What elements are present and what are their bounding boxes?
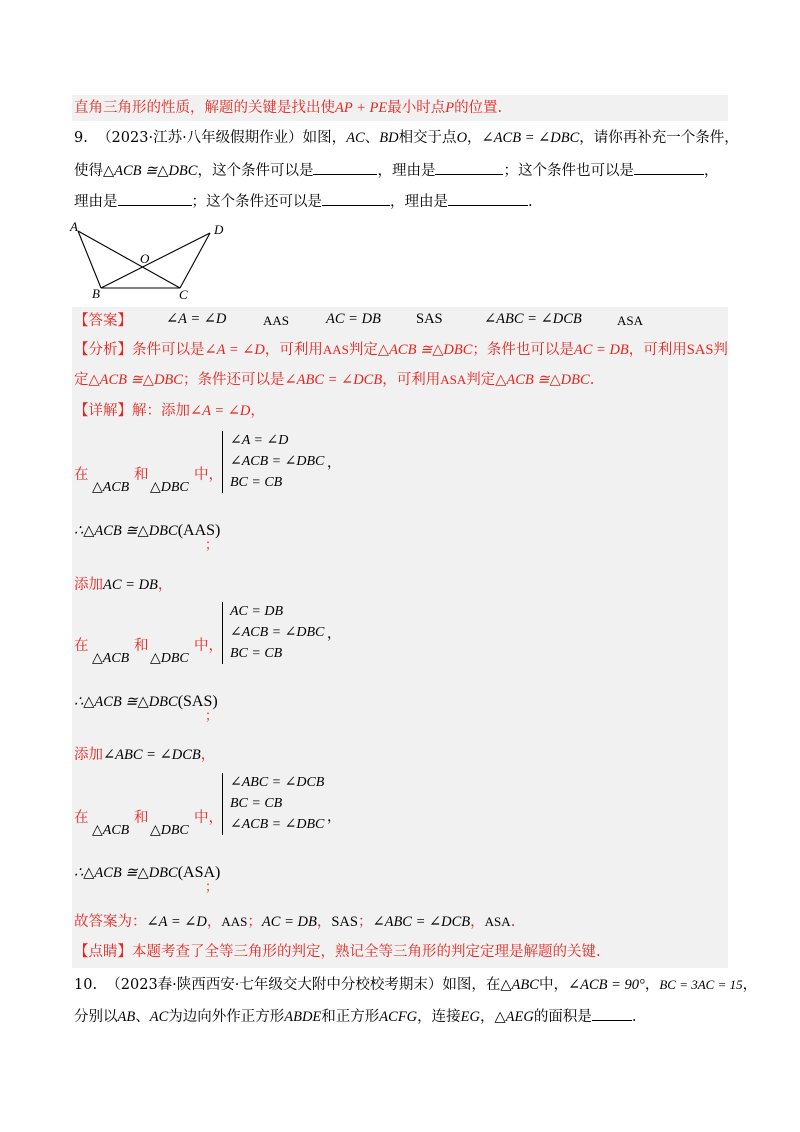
- q10-angle: ∠ACB = 90°: [567, 977, 645, 993]
- answer-blank-6[interactable]: [448, 191, 528, 206]
- triangle-acb: △ACB: [92, 823, 130, 838]
- q10-expr: EG: [460, 1009, 480, 1025]
- label-d: D: [214, 222, 224, 237]
- answer-item-6: ASA: [617, 313, 644, 328]
- system-1-row: ∠ACB = ∠DBC: [230, 454, 325, 469]
- q10-line-2: [74, 1006, 636, 1027]
- analysis-line-2: [74, 370, 594, 390]
- review: [74, 942, 601, 962]
- final-text: ，: [470, 914, 485, 930]
- final-text: ；: [357, 914, 373, 930]
- system-3: [230, 772, 324, 835]
- conclusion-2: [74, 693, 218, 711]
- add-3-text: 添加: [74, 747, 103, 763]
- label-zai: 在: [74, 467, 89, 483]
- final-theorem: AAS: [221, 914, 248, 929]
- conclusion-1: [74, 522, 220, 540]
- analysis-expr: ∠ABC = ∠DCB: [284, 372, 383, 388]
- q10-text: .: [631, 1009, 637, 1025]
- analysis-text: 定: [74, 372, 89, 388]
- triangle-dbc: △DBC: [150, 823, 189, 838]
- edge-cd: [180, 233, 210, 288]
- brace-3: [222, 773, 229, 835]
- top-line-mid: 最小时点: [387, 100, 446, 116]
- analysis-theorem: AAS: [322, 342, 349, 357]
- q9-comma: ，: [467, 130, 482, 146]
- q10-text: 的面积是: [533, 1009, 592, 1025]
- conclusion-3-expr: ∴△ACB ≅△DBC: [74, 865, 178, 881]
- label-he: 和: [134, 467, 149, 483]
- q10-text: ，连接: [417, 1009, 461, 1025]
- q10-text: 分别以: [74, 1009, 118, 1025]
- q10-comma: ，: [742, 977, 758, 993]
- q10-text: 为边向外作正方形: [168, 1009, 285, 1025]
- analysis-expr: △ACB ≅△DBC: [495, 372, 590, 388]
- answer-item-3: AC = DB: [326, 311, 381, 327]
- edge-ab: [78, 231, 101, 288]
- detail-intro: [74, 401, 265, 421]
- conclusion-3: [74, 864, 220, 882]
- add-3: [74, 743, 215, 764]
- final-text: ，: [206, 914, 222, 930]
- q9-number: 9.: [74, 130, 88, 146]
- add-2: [74, 573, 172, 594]
- final-answer: [74, 912, 515, 932]
- q10-expr: ABDE: [284, 1009, 322, 1025]
- final-expr: ∠A = ∠D: [146, 914, 207, 930]
- q10-source: （2023春·陕西西安·七年级交大附中分校校考期末）如图，在: [106, 977, 501, 993]
- q9-line-1: [74, 128, 739, 148]
- analysis-text: 条件可以是: [132, 342, 205, 358]
- semicolon: ；: [205, 880, 219, 895]
- conclusion-1-expr: ∴△ACB ≅△DBC: [74, 523, 178, 539]
- conclusion-2-reason: (SAS): [177, 693, 218, 710]
- detail-intro-end: ，: [250, 403, 265, 419]
- label-he: 和: [134, 810, 149, 826]
- q10-text: ，: [480, 1009, 495, 1025]
- label-b: B: [92, 286, 100, 300]
- analysis-text: 判定: [348, 342, 378, 358]
- q10-expr: ACFG: [379, 1009, 418, 1025]
- system-3-row: ∠ABC = ∠DCB: [230, 775, 325, 790]
- top-line-text: 直角三角形的性质，解题的关键是找出使: [74, 100, 335, 116]
- top-line-point: P: [445, 100, 455, 116]
- answer-blank-2[interactable]: [435, 160, 503, 175]
- q9-line-2: 使得△ACB ≅△DBC，这个条件可以是 ，理由是 ；这个条件也可以是 ，: [74, 160, 718, 181]
- final-text: ，: [316, 914, 332, 930]
- answer-blank-4[interactable]: [118, 191, 192, 206]
- q10-text: 、: [135, 1009, 150, 1025]
- final-text: .: [510, 914, 516, 930]
- label-zhong: 中，: [194, 638, 223, 654]
- system-3-row: ∠ACB = ∠DBC: [230, 817, 325, 832]
- q9-congruence: △ACB ≅△DBC: [103, 163, 198, 179]
- system-1: [230, 430, 324, 493]
- label-a: A: [70, 219, 78, 234]
- answer-blank-q10[interactable]: [592, 1006, 632, 1021]
- add-2-end: ，: [157, 577, 173, 593]
- q9-seg2: BD: [379, 130, 399, 146]
- final-expr: ∠ABC = ∠DCB: [372, 914, 471, 930]
- q10-expr: AB: [117, 1009, 136, 1025]
- analysis-text: 判: [713, 342, 728, 358]
- answer-blank-3[interactable]: [634, 160, 704, 175]
- analysis-tag: 【分析】: [74, 342, 132, 358]
- q9-line3-c: ，理由是: [390, 194, 448, 210]
- analysis-theorem: ASA: [440, 372, 467, 387]
- answer-item-4: SAS: [416, 311, 443, 327]
- answer-blank-5[interactable]: [322, 191, 390, 206]
- label-zai: 在: [74, 810, 89, 826]
- triangle-figure: [66, 218, 236, 300]
- q9-line-3: [74, 191, 533, 212]
- add-3-end: ，: [200, 747, 216, 763]
- semicolon: ；: [205, 709, 219, 724]
- edge-ac: [78, 231, 180, 288]
- system-3-row: BC = CB: [230, 796, 283, 811]
- final-expr: AC = DB: [261, 914, 317, 930]
- answer-item-2: AAS: [263, 313, 290, 328]
- answer-item-1: ∠A = ∠D: [166, 311, 227, 327]
- q9-line3-a: 理由是: [74, 194, 118, 210]
- analysis-expr: AC = DB: [573, 342, 629, 358]
- add-2-text: 添加: [74, 577, 103, 593]
- system-2-row: AC = DB: [230, 604, 283, 619]
- analysis-expr: ∠A = ∠D: [204, 342, 265, 358]
- label-zhong: 中，: [194, 810, 223, 826]
- analysis-text: 判定: [466, 372, 496, 388]
- q9-text1: 相交于点: [398, 130, 457, 146]
- answer-blank-1[interactable]: [313, 160, 377, 175]
- conclusion-1-reason: (AAS): [177, 522, 221, 539]
- q9-source: （2023·江苏·八年级假期作业）如图，: [97, 130, 347, 146]
- label-zai: 在: [74, 638, 89, 654]
- brace-1: [222, 431, 229, 493]
- system-1-row: ∠A = ∠D: [230, 433, 289, 448]
- add-2-expr: AC = DB: [103, 577, 158, 593]
- analysis-text: ，可利用: [382, 372, 441, 388]
- q9-line3-b: ；这个条件还可以是: [191, 194, 322, 210]
- triangle-dbc: △DBC: [150, 651, 189, 666]
- system-3-end: ，: [327, 809, 341, 825]
- q10-triangle: △ABC: [500, 977, 539, 993]
- conclusion-3-reason: (ASA): [177, 864, 221, 881]
- q10-number: 10.: [74, 977, 98, 993]
- analysis-expr: △ACB ≅△DBC: [377, 342, 473, 358]
- final-theorem: ASA: [484, 914, 511, 929]
- final-theorem: SAS: [331, 914, 358, 930]
- q9-line2-b: ，这个条件可以是: [197, 163, 314, 179]
- analysis-text: ；条件还可以是: [182, 372, 285, 388]
- q9-seg1: AC: [346, 130, 365, 146]
- system-2-row: ∠ACB = ∠DBC: [230, 625, 325, 640]
- analysis-expr: △ACB ≅△DBC: [88, 372, 183, 388]
- q10-expr: AC: [149, 1009, 169, 1025]
- label-o: O: [140, 251, 150, 266]
- q9-line2-a: 使得: [74, 163, 103, 179]
- top-line: [74, 98, 502, 118]
- label-c: C: [179, 287, 188, 300]
- edge-bd: [101, 233, 210, 288]
- q9-line2-c: ，理由是: [377, 163, 436, 179]
- conclusion-2-expr: ∴△ACB ≅△DBC: [74, 694, 178, 710]
- q10-line-1: [74, 975, 757, 995]
- q10-text1: 中，: [538, 977, 568, 993]
- semicolon: ；: [205, 538, 219, 553]
- system-2-row: BC = CB: [230, 646, 283, 661]
- top-line-expr: AP + PE: [335, 100, 388, 116]
- brace-2: [222, 602, 229, 664]
- detail-intro-text: 解：添加: [132, 403, 190, 419]
- triangle-acb: △ACB: [92, 480, 130, 495]
- review-text: 本题考查了全等三角形的判定，熟记全等三角形的判定定理是解题的关键.: [132, 944, 601, 960]
- system-2-end: ，: [327, 626, 341, 642]
- detail-tag: 【详解】: [74, 403, 132, 419]
- label-he: 和: [134, 638, 149, 654]
- triangle-dbc: △DBC: [150, 480, 189, 495]
- analysis-text: .: [589, 372, 595, 388]
- final-text: 故答案为：: [74, 914, 147, 930]
- analysis-theorem: SAS: [686, 342, 714, 358]
- final-text: ；: [247, 914, 262, 930]
- q9-line3-d: .: [528, 194, 533, 210]
- system-1-row: BC = CB: [230, 475, 283, 490]
- system-1-end: ，: [327, 455, 341, 471]
- q9-text2: ，请你再补充一个条件，: [579, 130, 739, 146]
- q9-line2-d: ；这个条件也可以是: [503, 163, 634, 179]
- q9-point-o: O: [456, 130, 468, 146]
- answer-item-5: ∠ABC = ∠DCB: [484, 311, 582, 327]
- label-zhong: 中，: [194, 467, 223, 483]
- system-2: [230, 601, 324, 664]
- analysis-text: ；条件也可以是: [472, 342, 574, 358]
- analysis-text: ，可利用: [628, 342, 687, 358]
- add-3-expr: ∠ABC = ∠DCB: [103, 747, 201, 763]
- q10-text: 和正方形: [321, 1009, 380, 1025]
- q9-angle-eq: ∠ACB = ∠DBC: [481, 130, 580, 146]
- q10-lengths: BC = 3AC = 15: [659, 977, 743, 992]
- review-tag: 【点睛】: [74, 944, 132, 960]
- detail-intro-expr: ∠A = ∠D: [190, 403, 251, 419]
- q10-comma: ，: [644, 977, 660, 993]
- analysis-text: ，可利用: [264, 342, 323, 358]
- triangle-acb: △ACB: [92, 651, 130, 666]
- analysis-line-1: [74, 340, 728, 360]
- answer-tag: 【答案】: [74, 313, 132, 329]
- q9-sep1: 、: [364, 130, 380, 146]
- q10-expr: △AEG: [494, 1009, 534, 1025]
- top-line-post: 的位置.: [454, 100, 503, 116]
- answer-row: [74, 311, 132, 331]
